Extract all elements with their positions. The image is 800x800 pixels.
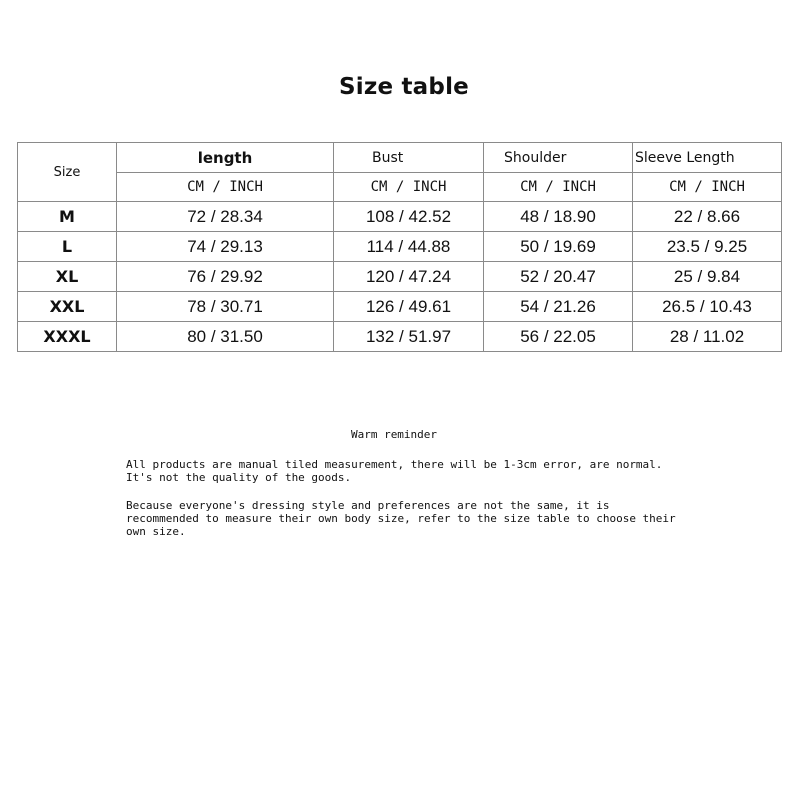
length-cell: 72 / 28.34 <box>117 202 334 232</box>
size-cell: XXXL <box>18 322 117 352</box>
size-cell: XL <box>18 262 117 292</box>
unit-label: CM / INCH <box>633 173 782 202</box>
sleeve-length-cell: 26.5 / 10.43 <box>633 292 782 322</box>
bust-cell: 114 / 44.88 <box>334 232 484 262</box>
sleeve-length-column-header: Sleeve Length <box>633 143 782 173</box>
size-column-header: Size <box>18 143 117 202</box>
table-row <box>18 292 782 322</box>
reminder-paragraph: Because everyone's dressing style and preferences are not the same, it is recommended to measure their own body size, refer to the size table to choose their own size. <box>126 499 676 538</box>
sleeve-length-cell: 28 / 11.02 <box>633 322 782 352</box>
bust-column-header: Bust <box>334 143 484 173</box>
sleeve-length-cell: 22 / 8.66 <box>633 202 782 232</box>
reminder-paragraph: All products are manual tiled measurement, there will be 1-3cm error, are normal. It's not the quality of the goods. <box>126 458 663 484</box>
shoulder-cell: 52 / 20.47 <box>484 262 633 292</box>
table-row <box>18 262 782 292</box>
shoulder-cell: 48 / 18.90 <box>484 202 633 232</box>
table-unit-row <box>18 173 782 202</box>
sleeve-length-cell: 25 / 9.84 <box>633 262 782 292</box>
shoulder-cell: 50 / 19.69 <box>484 232 633 262</box>
bust-cell: 126 / 49.61 <box>334 292 484 322</box>
table-row <box>18 322 782 352</box>
length-cell: 80 / 31.50 <box>117 322 334 352</box>
table-row <box>18 232 782 262</box>
unit-label: CM / INCH <box>334 173 484 202</box>
unit-label: CM / INCH <box>484 173 633 202</box>
shoulder-cell: 56 / 22.05 <box>484 322 633 352</box>
length-cell: 76 / 29.92 <box>117 262 334 292</box>
table-header-row <box>18 143 782 173</box>
length-column-header: length <box>117 143 334 173</box>
length-cell: 78 / 30.71 <box>117 292 334 322</box>
size-table <box>17 142 782 352</box>
bust-cell: 108 / 42.52 <box>334 202 484 232</box>
size-cell: M <box>18 202 117 232</box>
shoulder-column-header: Shoulder <box>484 143 633 173</box>
table-row <box>18 202 782 232</box>
unit-label: CM / INCH <box>117 173 334 202</box>
shoulder-cell: 54 / 21.26 <box>484 292 633 322</box>
page-title: Size table <box>339 74 469 100</box>
bust-cell: 120 / 47.24 <box>334 262 484 292</box>
reminder-title: Warm reminder <box>350 428 438 441</box>
bust-cell: 132 / 51.97 <box>334 322 484 352</box>
length-cell: 74 / 29.13 <box>117 232 334 262</box>
size-cell: XXL <box>18 292 117 322</box>
size-cell: L <box>18 232 117 262</box>
sleeve-length-cell: 23.5 / 9.25 <box>633 232 782 262</box>
